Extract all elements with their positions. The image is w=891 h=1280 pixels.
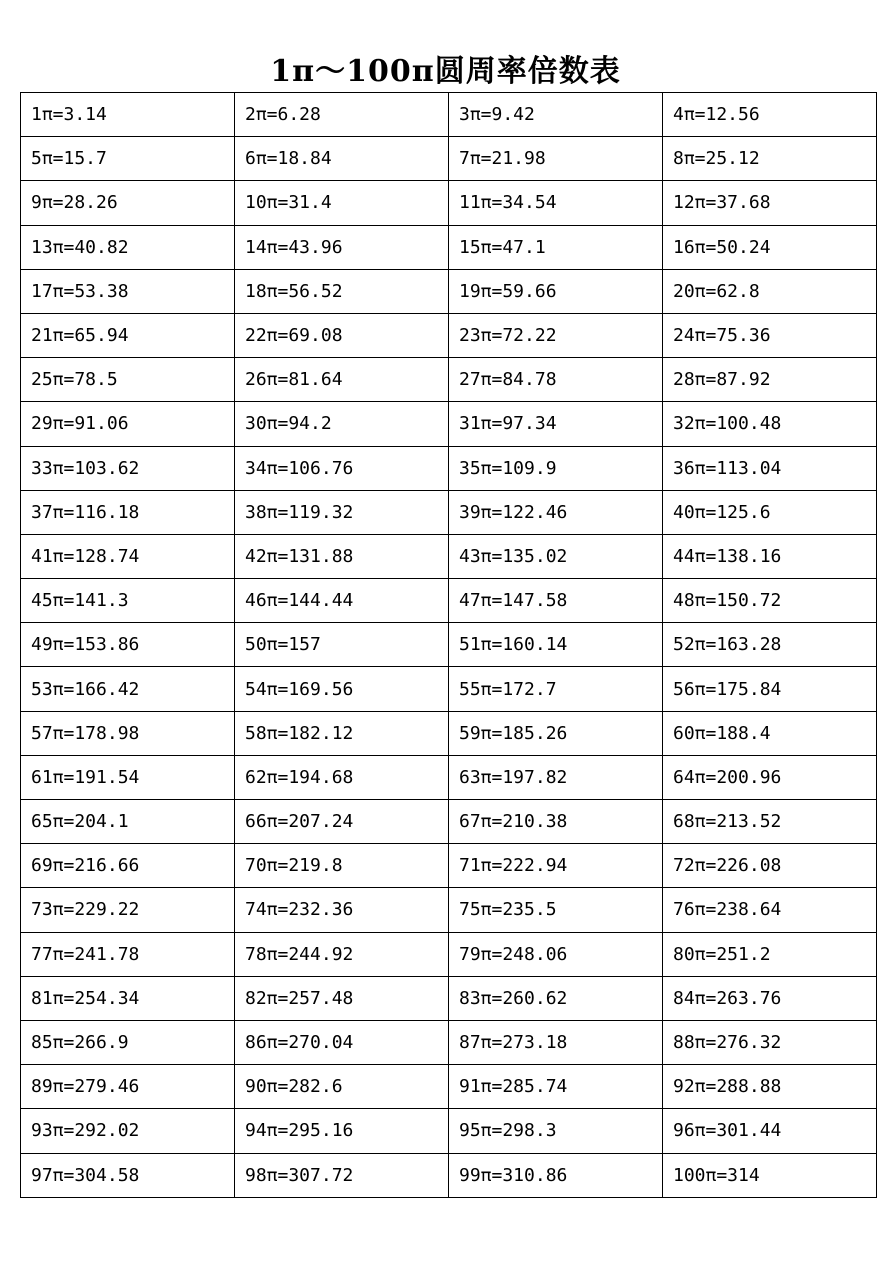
table-cell: 18π=56.52 [235, 269, 449, 313]
table-cell: 19π=59.66 [449, 269, 663, 313]
table-cell: 16π=50.24 [663, 225, 877, 269]
table-row [21, 1065, 877, 1109]
table-row [21, 137, 877, 181]
table-cell: 59π=185.26 [449, 711, 663, 755]
table-cell: 43π=135.02 [449, 534, 663, 578]
table-cell: 98π=307.72 [235, 1153, 449, 1197]
table-row [21, 711, 877, 755]
table-cell: 31π=97.34 [449, 402, 663, 446]
table-cell: 15π=47.1 [449, 225, 663, 269]
table-cell: 75π=235.5 [449, 888, 663, 932]
table-cell: 80π=251.2 [663, 932, 877, 976]
table-cell: 38π=119.32 [235, 490, 449, 534]
table-cell: 89π=279.46 [21, 1065, 235, 1109]
table-row [21, 932, 877, 976]
table-cell: 50π=157 [235, 623, 449, 667]
table-row [21, 1153, 877, 1197]
table-cell: 69π=216.66 [21, 844, 235, 888]
table-cell: 56π=175.84 [663, 667, 877, 711]
table-row [21, 225, 877, 269]
table-cell: 7π=21.98 [449, 137, 663, 181]
table-cell: 29π=91.06 [21, 402, 235, 446]
table-body [21, 93, 877, 1198]
table-cell: 81π=254.34 [21, 976, 235, 1020]
table-cell: 32π=100.48 [663, 402, 877, 446]
table-row [21, 93, 877, 137]
table-cell: 22π=69.08 [235, 313, 449, 357]
table-row [21, 402, 877, 446]
table-row [21, 446, 877, 490]
table-cell: 85π=266.9 [21, 1020, 235, 1064]
table-row [21, 844, 877, 888]
table-cell: 72π=226.08 [663, 844, 877, 888]
table-cell: 52π=163.28 [663, 623, 877, 667]
table-cell: 13π=40.82 [21, 225, 235, 269]
table-cell: 87π=273.18 [449, 1020, 663, 1064]
table-cell: 78π=244.92 [235, 932, 449, 976]
table-cell: 9π=28.26 [21, 181, 235, 225]
table-cell: 27π=84.78 [449, 358, 663, 402]
table-cell: 70π=219.8 [235, 844, 449, 888]
table-cell: 21π=65.94 [21, 313, 235, 357]
table-cell: 65π=204.1 [21, 800, 235, 844]
table-cell: 74π=232.36 [235, 888, 449, 932]
table-cell: 10π=31.4 [235, 181, 449, 225]
table-cell: 46π=144.44 [235, 579, 449, 623]
table-cell: 6π=18.84 [235, 137, 449, 181]
table-row [21, 800, 877, 844]
table-cell: 96π=301.44 [663, 1109, 877, 1153]
table-cell: 47π=147.58 [449, 579, 663, 623]
table-cell: 24π=75.36 [663, 313, 877, 357]
table-cell: 35π=109.9 [449, 446, 663, 490]
table-cell: 36π=113.04 [663, 446, 877, 490]
table-cell: 97π=304.58 [21, 1153, 235, 1197]
table-cell: 88π=276.32 [663, 1020, 877, 1064]
table-cell: 71π=222.94 [449, 844, 663, 888]
table-row [21, 755, 877, 799]
table-cell: 73π=229.22 [21, 888, 235, 932]
table-row [21, 579, 877, 623]
table-row [21, 623, 877, 667]
table-cell: 33π=103.62 [21, 446, 235, 490]
table-cell: 34π=106.76 [235, 446, 449, 490]
table-cell: 28π=87.92 [663, 358, 877, 402]
table-cell: 94π=295.16 [235, 1109, 449, 1153]
table-row [21, 313, 877, 357]
table-row [21, 490, 877, 534]
table-cell: 68π=213.52 [663, 800, 877, 844]
table-cell: 92π=288.88 [663, 1065, 877, 1109]
table-cell: 42π=131.88 [235, 534, 449, 578]
table-cell: 49π=153.86 [21, 623, 235, 667]
table-cell: 63π=197.82 [449, 755, 663, 799]
table-row [21, 534, 877, 578]
table-cell: 55π=172.7 [449, 667, 663, 711]
table-cell: 41π=128.74 [21, 534, 235, 578]
table-cell: 84π=263.76 [663, 976, 877, 1020]
table-cell: 93π=292.02 [21, 1109, 235, 1153]
table-cell: 11π=34.54 [449, 181, 663, 225]
table-cell: 1π=3.14 [21, 93, 235, 137]
table-cell: 26π=81.64 [235, 358, 449, 402]
table-cell: 39π=122.46 [449, 490, 663, 534]
table-row [21, 181, 877, 225]
table-cell: 67π=210.38 [449, 800, 663, 844]
table-cell: 48π=150.72 [663, 579, 877, 623]
table-cell: 8π=25.12 [663, 137, 877, 181]
table-cell: 44π=138.16 [663, 534, 877, 578]
table-cell: 100π=314 [663, 1153, 877, 1197]
table-cell: 37π=116.18 [21, 490, 235, 534]
table-cell: 45π=141.3 [21, 579, 235, 623]
table-cell: 14π=43.96 [235, 225, 449, 269]
table-cell: 4π=12.56 [663, 93, 877, 137]
table-cell: 60π=188.4 [663, 711, 877, 755]
page-title: 1π～100π圆周率倍数表 [270, 54, 621, 90]
table-row [21, 667, 877, 711]
table-cell: 64π=200.96 [663, 755, 877, 799]
table-cell: 66π=207.24 [235, 800, 449, 844]
table-cell: 53π=166.42 [21, 667, 235, 711]
table-cell: 23π=72.22 [449, 313, 663, 357]
table-cell: 57π=178.98 [21, 711, 235, 755]
pi-multiples-table [20, 92, 877, 1198]
table-cell: 51π=160.14 [449, 623, 663, 667]
table-cell: 2π=6.28 [235, 93, 449, 137]
table-row [21, 1020, 877, 1064]
table-cell: 95π=298.3 [449, 1109, 663, 1153]
table-cell: 82π=257.48 [235, 976, 449, 1020]
table-cell: 12π=37.68 [663, 181, 877, 225]
table-cell: 54π=169.56 [235, 667, 449, 711]
table-row [21, 269, 877, 313]
table-cell: 86π=270.04 [235, 1020, 449, 1064]
table-row [21, 888, 877, 932]
table-row [21, 358, 877, 402]
table-row [21, 1109, 877, 1153]
table-cell: 83π=260.62 [449, 976, 663, 1020]
table-cell: 3π=9.42 [449, 93, 663, 137]
table-cell: 20π=62.8 [663, 269, 877, 313]
table-cell: 5π=15.7 [21, 137, 235, 181]
table-cell: 61π=191.54 [21, 755, 235, 799]
table-cell: 30π=94.2 [235, 402, 449, 446]
table-cell: 40π=125.6 [663, 490, 877, 534]
table-cell: 62π=194.68 [235, 755, 449, 799]
table-cell: 58π=182.12 [235, 711, 449, 755]
table-cell: 79π=248.06 [449, 932, 663, 976]
table-cell: 77π=241.78 [21, 932, 235, 976]
table-cell: 99π=310.86 [449, 1153, 663, 1197]
table-cell: 90π=282.6 [235, 1065, 449, 1109]
table-cell: 91π=285.74 [449, 1065, 663, 1109]
table-cell: 76π=238.64 [663, 888, 877, 932]
table-cell: 25π=78.5 [21, 358, 235, 402]
table-row [21, 976, 877, 1020]
table-cell: 17π=53.38 [21, 269, 235, 313]
